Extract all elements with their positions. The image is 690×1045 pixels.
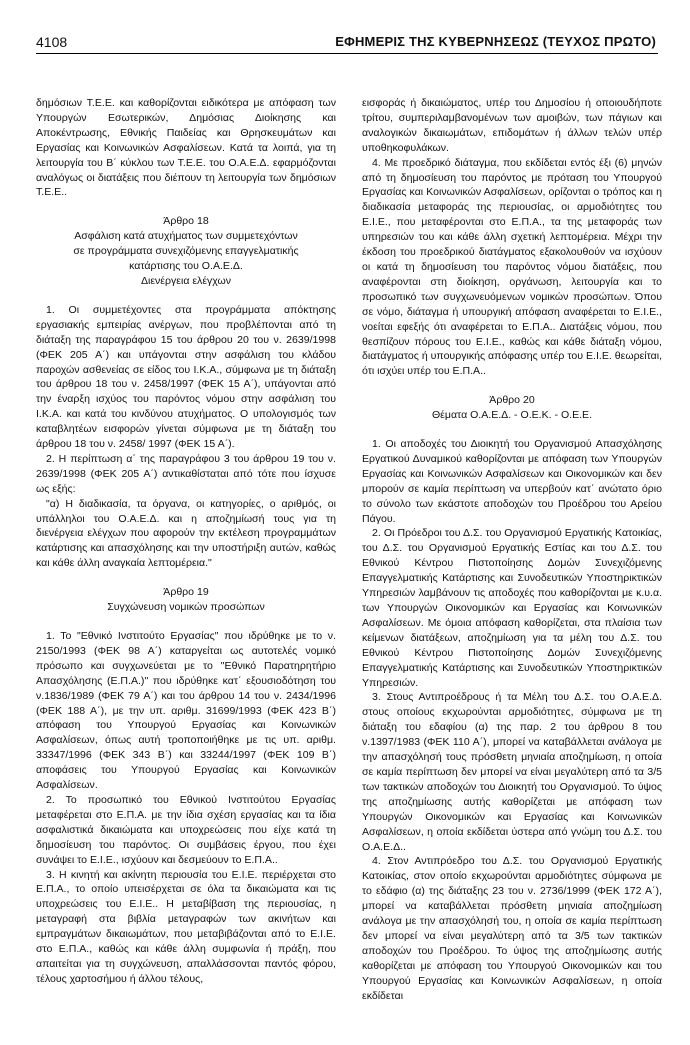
paragraph: 3. Η κινητή και ακίνητη περιουσία του Ε.Ι.Ε. περιέρχεται στο Ε.Π.Α., το οποίο υπεισέρχεται σε όλα τα δικαιώματα και τις υποχρεώσεις του Ε.Ι.Ε.. Η μεταβίβαση της περιουσίας, η μεταγραφή στα βιβλία μεταγραφών των ακινήτων και εμπραγμάτων δικαιωμάτων, που μεταβιβάζονται από το Ε.Ι.Ε. στο Ε.Π.Α., καθώς και κάθε άλλη συμφωνία ή πράξη, που απαιτείται για τη συγχώνευση, απαλλάσσονται παντός φόρου, τέλους χαρτοσήμου ή άλλου τέλους,	[36, 868, 336, 985]
article-number: Άρθρο 19	[163, 586, 209, 599]
paragraph: 4. Στον Αντιπρόεδρο του Δ.Σ. του Οργανισμού Εργατικής Κατοικίας, στον οποίο εκχωρούνται αρμοδιότητες σύμφωνα με το εδάφιο (α) της διάταξης 23 του ν. 2736/1999 (ΦΕΚ 172 Α΄), μπορεί να καταβάλλεται πρόσθετη μηνιαία αποζημίωση ανάλογα με την απασχόλησή του, η οποία σε καμία περίπτωση δεν μπορεί να είναι μεγαλύτερη από τα 3/5 των τακτικών αποδοχών του Προέδρου. Το ύψος της αποζημίωσης αυτής καθορίζεται με απόφαση του Υπουργού Οικονομικών και του Υπουργού Εργασίας και Κοινωνικών Ασφαλίσεων, η οποία εκδίδεται	[362, 855, 662, 1002]
paragraph: 1. Οι συμμετέχοντες στα προγράμματα απόκτησης εργασιακής εμπειρίας ανέργων, που προβλέπονται από τη διάταξη της παραγράφου 15 του άρθρου 20 του ν. 2639/1998 (ΦΕΚ 205 Α΄) και υπάγονται στην ασφάλιση του κλάδου παροχών ασθενείας σε είδος του Ι.Κ.Α., σύμφωνα με τη διάταξη του άρθρου 18 του ν. 2458/1997 (ΦΕΚ 15 Α΄), υπάγονται από την έναρξη ισχύος του παρόντος νόμου στην ασφάλιση του Ι.Κ.Α. και κατά του κινδύνου ατυχήματος. Ο υπολογισμός των καταβλητέων εισφορών γίνεται σύμφωνα με τη διάταξη του άρθρου 18 του ν. 2458/ 1997 (ΦΕΚ 15 Α΄).	[36, 303, 336, 451]
gazette-title: ΕΦΗΜΕΡΙΣ ΤΗΣ ΚΥΒΕΡΝΗΣΕΩΣ (ΤΕΥΧΟΣ ΠΡΩΤΟ)	[335, 34, 656, 49]
article-20-heading	[362, 393, 662, 423]
article-number: Άρθρο 20	[489, 394, 535, 407]
paragraph: 2. Οι Πρόεδροι του Δ.Σ. του Οργανισμού Εργατικής Κατοικίας, του Δ.Σ. του Οργανισμού Εργατικής Εστίας και του Δ.Σ. του Εθνικού Κέντρου Πιστοποίησης Δομών Συνεχιζόμενης Επαγγελματικής Κατάρτισης και Συνοδευτικών Υποστηρικτικών Υπηρεσιών λαμβάνουν τις αποδοχές που καθορίζονται με κ.υ.α. των Υπουργών Οικονομικών και Εργασίας και Κοινωνικών Ασφαλίσεων. Με όμοια απόφαση καθορίζεται, στα πλαίσια των κείμενων διατάξεων, αποζημίωση για τα μέλη του Δ.Σ. του Εθνικού Κέντρου Πιστοποίησης Δομών Συνεχιζόμενης Επαγγελματικής Κατάρτισης και Συνοδευτικών Υποστηρικτικών Υπηρεσιών.	[362, 527, 662, 689]
paragraph: 4. Με προεδρικό διάταγμα, που εκδίδεται εντός έξι (6) μηνών από τη δημοσίευση του παρόντος με πρόταση του Υπουργού Εργασίας και Κοινωνικών Ασφαλίσεων, ορίζονται ο τρόπος και η διαδικασία μεταφοράς της περιουσίας, οι αρμοδιότητες του Ε.Ι.Ε., που μεταφέρονται στο Ε.Π.Α., τα της μεταφοράς των υπηρεσιών του και κάθε άλλη σχετική λεπτομέρεια. Μέχρι την έκδοση του προεδρικού διατάγματος εξακολουθούν να ισχύουν οι κατά τη δημοσίευση του παρόντος νόμου διατάξεις, που αναφέρονται στη διοίκηση, οργάνωση, λειτουργία και το προσωπικό των συγχωνευόμενων νομικών προσώπων. Όπου σε νόμο, διάταγμα ή υπουργική απόφαση αναφέρεται το Ε.Ι.Ε., νοείται εφεξής ότι αναφέρεται το Ε.Π.Α.. Διατάξεις νόμου, που θεσπίζουν πόρους του Ε.Ι.Ε., καθώς και κάθε διάταξη νόμου, διατάγματος ή υπουργικής απόφασης υπέρ του Ε.Ι.Ε. θεωρείται, ότι ισχύει υπέρ του Ε.Π.Α..	[362, 156, 662, 378]
paragraph: δημόσιων Τ.Ε.Ε. και καθορίζονται ειδικότερα με απόφαση των Υπουργών Εσωτερικών, Δημόσιας Διοίκησης και Αποκέντρωσης, Εθνικής Παιδείας και Θρησκευμάτων και Εργασίας και Κοινωνικών Ασφαλίσεων. Κατά τα λοιπά, για τη λειτουργία του Β΄ κύκλου των Τ.Ε.Ε. του Ο.Α.Ε.Δ. εφαρμόζονται αναλόγως οι διατάξεις που διέπουν τη λειτουργία των δημόσιων Τ.Ε.Ε..	[36, 97, 336, 199]
article-title-line: Θέματα Ο.Α.Ε.Δ. - Ο.Ε.Κ. - Ο.Ε.Ε.	[431, 409, 593, 422]
page-header	[36, 31, 658, 54]
article-18-heading	[36, 214, 336, 289]
paragraph: 2. Το προσωπικό του Εθνικού Ινστιτούτου Εργασίας μεταφέρεται στο Ε.Π.Α. με την ίδια σχέση εργασίας και τα ίδια ασφαλιστικά δικαιώματα και υποχρεώσεις που είχε κατά τη δημοσίευση του παρόντος. Οι συμβάσεις έργου, που έχει συνάψει το Ε.Ι.Ε., ισχύουν και δεσμεύουν το Ε.Π.Α..	[36, 793, 336, 866]
paragraph: εισφοράς ή δικαιώματος, υπέρ του Δημοσίου ή οποιουδήποτε τρίτου, συμπεριλαμβανομένων των αμοιβών, των πάγιων και αναλογικών δικαιωμάτων, επιδομάτων ή άλλων τελών υπέρ υποθηκοφυλάκων.	[362, 97, 662, 154]
article-number: Άρθρο 18	[163, 215, 209, 228]
paragraph: 1. Το "Εθνικό Ινστιτούτο Εργασίας" που ιδρύθηκε με το ν. 2150/1993 (ΦΕΚ 98 Α΄) καταργείται ως αυτοτελές νομικό πρόσωπο και συγχωνεύεται με το "Εθνικό Παρατηρητήριο Απασχόλησης (Ε.Π.Α.)" που ιδρύθηκε κατ΄ εξουσιοδότηση του ν.1836/1989 (ΦΕΚ 79 Α΄) και του άρθρου 14 του ν. 2434/1996 (ΦΕΚ 188 Α΄), με την υπ. αριθμ. 31699/1993 (ΦΕΚ 423 Β΄) απόφαση του Υπουργού Εργασίας και Κοινωνικών Ασφαλίσεων, όπως αυτή τροποποιήθηκε με τις υπ. αριθμ. 33347/1996 (ΦΕΚ 343 Β΄) και 33244/1997 (ΦΕΚ 109 Β΄) αποφάσεις του Υπουργού Εργασίας και Κοινωνικών Ασφαλίσεων.	[36, 630, 336, 792]
paragraph: 3. Στους Αντιπροέδρους ή τα Μέλη του Δ.Σ. του Ο.Α.Ε.Δ. στους οποίους εκχωρούνται αρμοδιότητες, σύμφωνα με τη διάταξη του εδαφίου (α) της παρ. 2 του άρθρου 8 του ν.1397/1983 (ΦΕΚ 110 Α΄), μπορεί να καταβάλλεται ανάλογα με την απασχόλησή τους πρόσθετη μηνιαία αποζημίωση, η οποία σε καμία περίπτωση δεν μπορεί να είναι μεγαλύτερη από τα 3/5 των τακτικών αποδοχών του Διοικητή του Οργανισμού. Το ύψος της αποζημίωσης αυτής καθορίζεται με απόφαση των Υπουργών Οικονομικών και Εργασίας και Κοινωνικών Ασφαλίσεων, η οποία εκδίδεται ύστερα από γνώμη του Δ.Σ. του Ο.Α.Ε.Δ..	[362, 691, 662, 853]
article-title-line: Διενέργεια ελέγχων	[140, 274, 232, 287]
article-title-line: σε προγράμματα συνεχιζόμενης επαγγελματικής	[73, 245, 299, 258]
article-title-line: Ασφάλιση κατά ατυχήματος των συμμετεχόντων	[74, 230, 298, 243]
article-19-heading	[36, 585, 336, 615]
left-column	[36, 96, 336, 987]
quoted-paragraph: "α) Η διαδικασία, τα όργανα, οι κατηγορίες, ο αριθμός, οι υπάλληλοι του Ο.Α.Ε.Δ. και η αποζημίωσή τους για τη διενέργεια ελέγχων που αφορούν την εκτέλεση προγραμμάτων κατάρτισης και απασχόλησης και την υποστήριξη αυτών, καθώς και κάθε άλλη αναγκαία λεπτομέρεια."	[36, 497, 336, 570]
article-title-line: κατάρτισης του Ο.Α.Ε.Δ.	[129, 260, 243, 273]
paragraph: 2. Η περίπτωση α΄ της παραγράφου 3 του άρθρου 19 του ν. 2639/1998 (ΦΕΚ 205 Α΄) αντικαθίσταται από τότε που ίσχυσε ως εξής:	[36, 452, 336, 495]
article-title-line: Συγχώνευση νομικών προσώπων	[107, 601, 265, 614]
paragraph: 1. Οι αποδοχές του Διοικητή του Οργανισμού Απασχόλησης Εργατικού Δυναμικού καθορίζονται με απόφαση των Υπουργών Εργασίας και Κοινωνικών Ασφαλίσεων και Οικονομικών και δεν μπορούν σε καμία περίπτωση να υπερβούν κατ΄ ανώτατο όριο το σύνολο των εκάστοτε αποδοχών του Προέδρου του Αρείου Πάγου.	[362, 438, 662, 525]
page-number: 4108	[36, 34, 68, 50]
right-column	[362, 96, 662, 1003]
